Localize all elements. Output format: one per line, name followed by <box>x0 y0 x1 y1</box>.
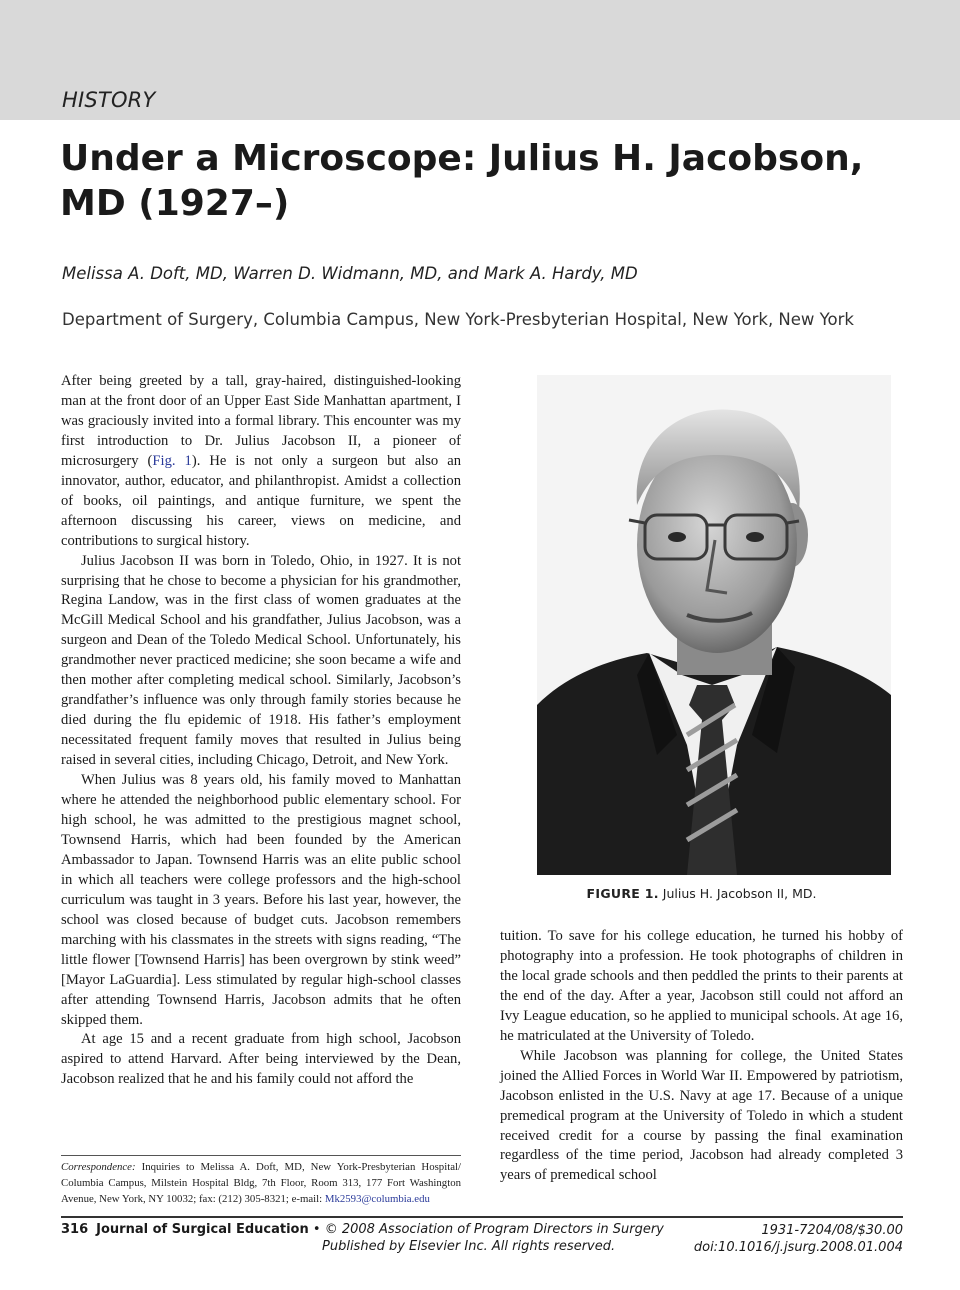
author-list: Melissa A. Doft, MD, Warren D. Widmann, MD, and Mark A. Hardy, MD <box>62 264 638 283</box>
body-column-left <box>61 372 461 1090</box>
email-link[interactable]: Mk2593@columbia.edu <box>324 1193 430 1205</box>
page-number: 316 <box>61 1222 89 1237</box>
figure-1-link[interactable]: Fig. 1 <box>152 452 192 469</box>
affiliation: Department of Surgery, Columbia Campus, New York-Presbyterian Hospital, New York, New York <box>62 310 854 329</box>
footnote-label: Correspondence: <box>61 1161 136 1173</box>
figure-caption-text: Julius H. Jacobson II, MD. <box>662 886 817 901</box>
footer-divider <box>61 1216 903 1218</box>
paragraph-1 <box>61 372 461 552</box>
paragraph-4: At age 15 and a recent graduate from high school, Jacobson aspired to attend Harvard. After being interviewed by the Dean, Jacobson realized that he and his family could not afford the <box>61 1031 461 1088</box>
paragraph-5: tuition. To save for his college education, he turned his hobby of photography into a profession. He took photographs of children in the local grade schools and then peddled the prints to their parents at the end of the day. After a year, Jacobson still could not afford an Ivy League education, so he applied to municipal schools. At age 16, he matriculated at the University of Toledo. <box>500 928 903 1044</box>
article-title: Under a Microscope: Julius H. Jacobson, MD (1927–) <box>60 138 864 224</box>
journal-name: Journal of Surgical Education <box>96 1222 309 1237</box>
section-label: HISTORY <box>62 88 156 112</box>
portrait-illustration <box>537 375 891 875</box>
footer-journal-line <box>61 1222 664 1237</box>
issn-code: 1931-7204/08/$30.00 <box>761 1223 903 1238</box>
footnote-divider <box>61 1155 461 1156</box>
paragraph-6: While Jacobson was planning for college, the United States joined the Allied Forces in World War II. Empowered by patriotism, Jacobson enlisted in the U.S. Navy at age 17. Because of a unique premedical program at the University of Toledo in which a student received credit for a course by passing the final examination regardless of the time period, Jacobson had already completed 3 years of premedical school <box>500 1047 903 1184</box>
doi[interactable]: doi:10.1016/j.jsurg.2008.01.004 <box>693 1240 903 1255</box>
publisher-line: Published by Elsevier Inc. All rights reserved. <box>322 1239 616 1254</box>
footer-identifiers <box>694 1222 903 1256</box>
body-column-right <box>500 927 903 1186</box>
figure-label: FIGURE 1. <box>586 886 659 901</box>
copyright: © 2008 Association of Program Directors in Surgery <box>324 1222 664 1237</box>
paragraph-3: When Julius was 8 years old, his family moved to Manhattan where he attended the neighborhood public elementary school. For high school, he was admitted to the prestigious magnet school, Townsend Harris, which had been founded by the American Ambassador to Japan. Townsend Harris was an elite public school in which all teachers were college professors and the high-school curriculum was taught in 3 years. Before his last year, however, the school was closed because of budget cuts. Jacobson remembers marching with his classmates in the streets with signs reading, “The little flower [Townsend Harris] has been overgrown by stink weed” [Mayor LaGuardia]. Less stimulated by regular high-school classes after attending Townsend Harris, Jacobson admits that he often skipped them. <box>61 772 461 1028</box>
footer-bullet: • <box>312 1222 321 1237</box>
paragraph-1-text-b: ). He is not only a surgeon but also an innovator, author, educator, and philanthropist. Amidst a collection of books, oil paintings, and antique furniture, we spent the afternoon discussing his career, views on medicine, and contributions to surgical history. <box>61 452 461 549</box>
paragraph-1-text-a: After being greeted by a tall, gray-haired, distinguished-looking man at the front door of an Upper East Side Manhattan apartment, I was graciously invited into a formal library. This encounter was my first introduction to Dr. Julius Jacobson II, a pioneer of microsurgery ( <box>61 373 461 469</box>
footnote-text: Inquiries to Melissa A. Doft, MD, New York-Presbyterian Hospital/ Columbia Campus, Milstein Hospital Bldg, 7th Floor, Room 313, 177 Fort Washington Avenue, New York, NY 10032; fax: (212) 305-8321; e-mail: <box>61 1161 461 1205</box>
paragraph-2: Julius Jacobson II was born in Toledo, Ohio, in 1927. It is not surprising that he chose to become a physician for his grandmother, Regina Landow, was in the first class of women graduates at the McGill Medical School and his grandfather, Julius Jacobson, was a surgeon and Dean of the Toledo Medical School. Unfortunately, his grandmother never practiced medicine; she soon became a wife and then mother after completing medical school. Similarly, Jacobson’s grandfather’s influence was only through family stories because he died during the flu epidemic of 1918. His father’s employment necessitated frequent family moves that resulted in Julius being raised in several cities, including Chicago, Detroit, and New York. <box>61 552 461 769</box>
figure-caption <box>500 886 903 901</box>
portrait-photo <box>537 375 891 875</box>
correspondence-footnote <box>61 1159 461 1207</box>
